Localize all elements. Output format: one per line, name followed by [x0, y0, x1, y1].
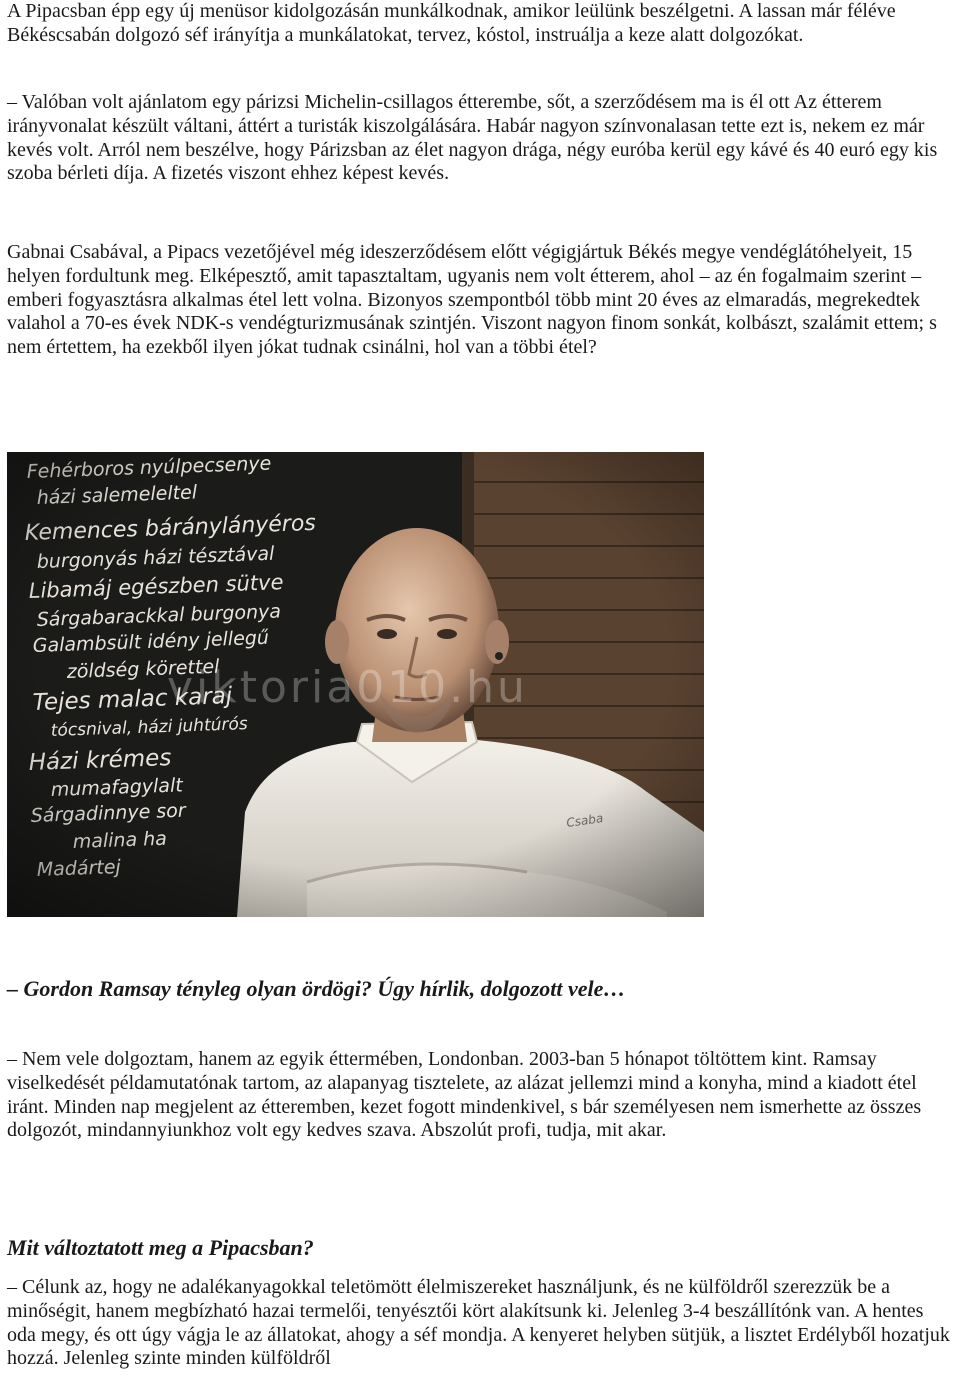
chef-portrait-photo	[7, 452, 704, 917]
gabnai-paragraph: Gabnai Csabával, a Pipacs vezetőjével még ideszerződésem előtt végigjártuk Békés megye vendéglátóhelyeit, 15 helyen fordultunk meg. Elképesztő, amit tapasztaltam, ugyanis nem volt étterem, ahol – az én fogalmaim szerint – emberi fogyasztásra alkalmas étel lett volna. Bizonyos szempontból több mint 20 éves az elmaradás, megrekedtek valahol a 70-es évek NDK-s vendégturizmusának szintjén. Viszont nagyon finom sonkát, kolbászt, szalámit ettem; s nem értettem, ha ezekből ilyen jókat tudnak csinálni, hol van a többi étel?	[7, 241, 937, 359]
intro-paragraph: A Pipacsban épp egy új menüsor kidolgozásán munkálkodnak, amikor leülünk beszélgetni. A lassan már féléve Békéscsabán dolgozó séf irányítja a munkálatokat, tervez, kóstol, instruálja a keze alatt dolgozókat.	[7, 0, 896, 46]
photo-vignette	[7, 452, 704, 917]
question-ramsay: – Gordon Ramsay tényleg olyan ördögi? Úgy hírlik, dolgozott vele…	[7, 976, 626, 1001]
answer-pipacs-paragraph: – Célunk az, hogy ne adalékanyagokkal teletömött élelmiszereket használjunk, és ne külföldről szerezzük be a minőségit, hanem megbízható hazai termelői, tenyésztői kört alakítsunk ki. Jelenleg 3-4 beszállítónk van. A hentes oda megy, és ott úgy vágja le az állatokat, ahogy a séf mondja. A kenyeret helyben sütjük, a lisztet Erdélyből hozatjuk hozzá. Jelenleg szinte minden külföldről	[7, 1276, 950, 1370]
question-pipacs: Mit változtatott meg a Pipacsban?	[7, 1235, 314, 1260]
answer-ramsay-paragraph: – Nem vele dolgoztam, hanem az egyik éttermében, Londonban. 2003-ban 5 hónapot töltöttem kint. Ramsay viselkedését példamutatónak tartom, az alapanyag tisztelete, az alázat jellemzi mind a konyha, mind a kiadott étel iránt. Minden nap megjelent az étteremben, kezet fogott mindenkivel, s bár személyesen nem ismerhette az összes dolgozót, mindannyiunkhoz volt egy kedves szava. Abszolút profi, tudja, mit akar.	[7, 1048, 922, 1142]
answer-paris-paragraph: – Valóban volt ajánlatom egy párizsi Michelin-csillagos étterembe, sőt, a szerződésem ma is él ott Az étterem irányvonalat készült váltani, áttért a turisták kiszolgálására. Habár nagyon színvonalasan tette ezt is, nekem ez már kevés volt. Arról nem beszélve, hogy Párizsban az élet nagyon drága, négy euróba kerül egy kávé és 40 euró egy kis szoba bérleti díja. A fizetés viszont ehhez képest kevés.	[7, 91, 938, 185]
